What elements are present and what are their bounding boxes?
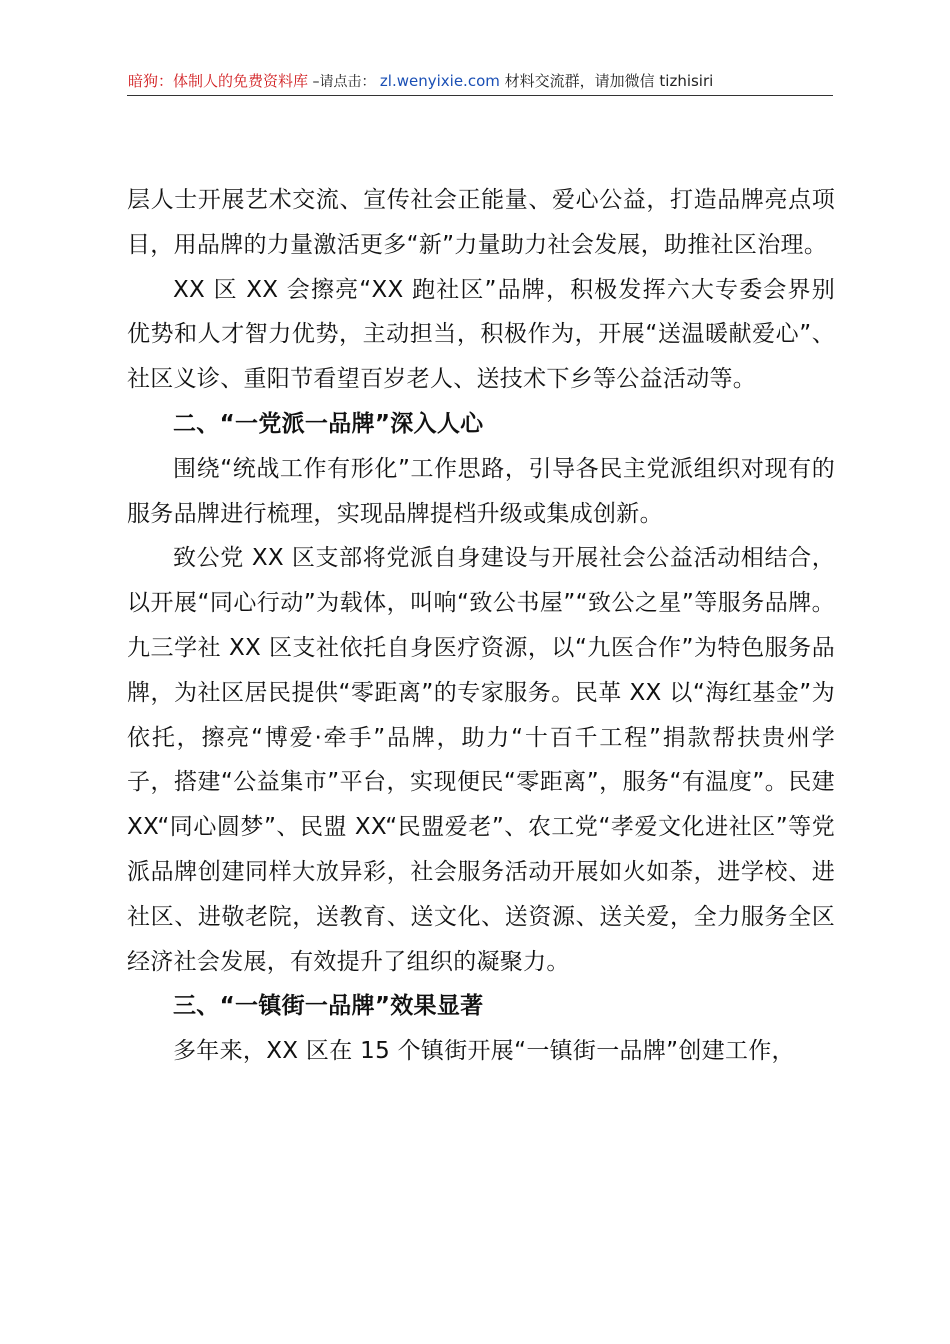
page-header [128,70,832,94]
header-site-name: 暗狗：体制人的免费资料库 [128,72,309,90]
header-link[interactable]: zl.wenyixie.com [379,72,500,90]
header-divider [127,95,833,96]
paragraph-continued: 层人士开展艺术交流、宣传社会正能量、爱心公益，打造品牌亮点项目，用品牌的力量激活更多“新”力量助力社会发展，助推社区治理。 [127,187,835,258]
paragraph: 围绕“统战工作有形化”工作思路，引导各民主党派组织对现有的服务品牌进行梳理，实现品牌提档升级或集成创新。 [127,455,835,527]
header-wechat-note: 材料交流群，请加微信 tizhisiri [499,72,714,90]
header-click-prompt: –请点击： [308,74,380,90]
paragraph: 致公党 XX 区支部将党派自身建设与开展社会公益活动相结合，以开展“同心行动”为载体，叫响“致公书屋”“致公之星”等服务品牌。九三学社 XX 区支社依托自身医疗资源，以“九医合作”为特色服务品牌，为社区居民提供“零距离”的专家服务。民革 XX 以“海红基金”为依托，擦亮“博爱·牵手”品牌，助力“十百千工程”捐款帮扶贵州学子，搭建“公益集市”平台，实现便民“零距离”，服务“有温度”。民建 XX“同心圆梦”、民盟 XX“民盟爱老”、农工党“孝爱文化进社区”等党派品牌创建同样大放异彩，社会服务活动开展如火如荼，进学校、进社区、进敬老院，送教育、送文化、送资源、送关爱，全力服务全区经济社会发展，有效提升了组织的凝聚力。 [127,545,835,975]
paragraph: XX 区 XX 会擦亮“XX 跑社区”品牌，积极发挥六大专委会界别优势和人才智力优势，主动担当，积极作为，开展“送温暖献爱心”、社区义诊、重阳节看望百岁老人、送技术下乡等公益活动等。 [127,276,835,393]
document-body [127,178,835,1074]
paragraph: 多年来，XX 区在 15 个镇街开展“一镇街一品牌”创建工作， [173,1038,795,1065]
section-heading-2: 二、“一党派一品牌”深入人心 [173,410,484,437]
section-heading-3: 三、“一镇街一品牌”效果显著 [173,993,484,1020]
